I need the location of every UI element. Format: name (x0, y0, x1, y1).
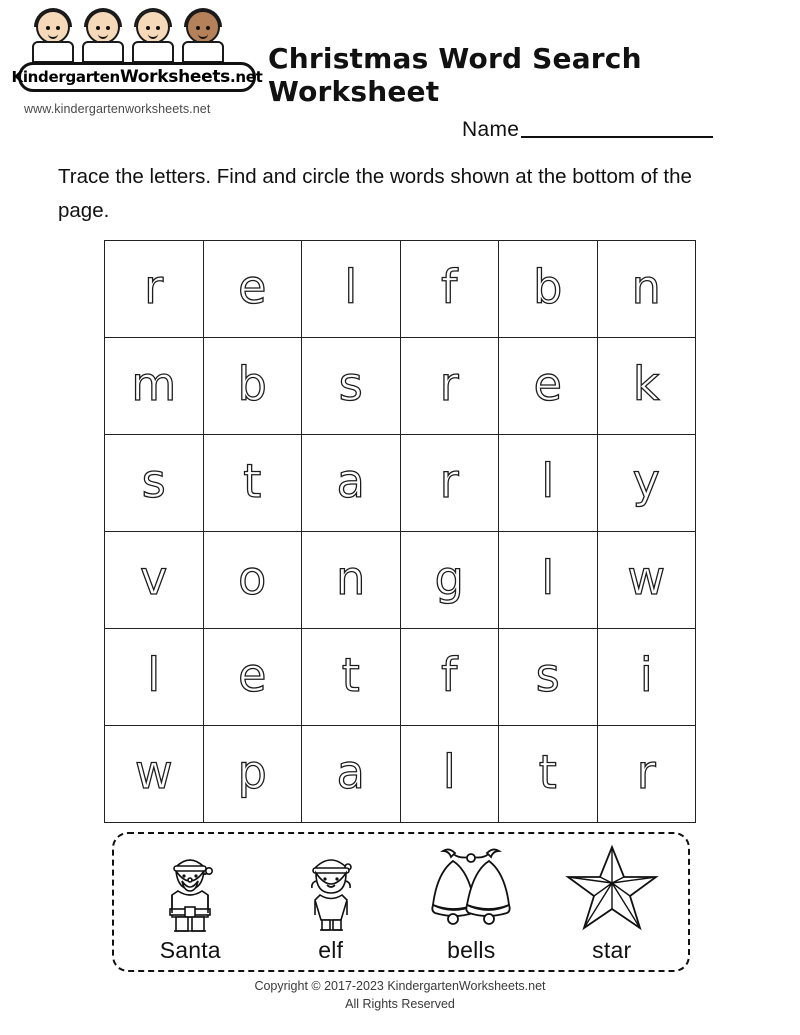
name-label: Name (462, 118, 520, 141)
grid-cell[interactable]: r (105, 241, 204, 338)
grid-cell[interactable]: e (204, 629, 303, 726)
grid-cell[interactable]: r (401, 435, 500, 532)
grid-cell[interactable]: b (499, 241, 598, 338)
grid-cell[interactable]: i (598, 629, 697, 726)
word-bank-item-santa[interactable] (123, 843, 258, 964)
logo-wordmark[interactable] (11, 62, 263, 92)
grid-cell[interactable]: o (204, 532, 303, 629)
word-search-grid (104, 240, 696, 823)
grid-cell[interactable]: g (401, 532, 500, 629)
grid-cell[interactable]: b (204, 338, 303, 435)
grid-row (105, 726, 696, 823)
kid-figure (180, 8, 228, 64)
word-label: star (592, 937, 632, 963)
grid-cell[interactable]: s (302, 338, 401, 435)
grid-cell[interactable]: r (598, 726, 697, 823)
grid-cell[interactable]: s (105, 435, 204, 532)
grid-cell[interactable]: l (302, 241, 401, 338)
grid-cell[interactable]: k (598, 338, 697, 435)
grid-cell[interactable]: l (401, 726, 500, 823)
grid-cell[interactable]: v (105, 532, 204, 629)
name-field[interactable] (462, 118, 713, 142)
grid-row (105, 338, 696, 435)
grid-cell[interactable]: m (105, 338, 204, 435)
site-url: www.kindergartenworksheets.net (24, 102, 211, 116)
copyright-text: Copyright © 2017-2023 KindergartenWorksheets.net (254, 979, 546, 993)
grid-cell[interactable]: n (598, 241, 697, 338)
name-blank-line[interactable] (521, 118, 713, 138)
site-logo[interactable] (11, 8, 268, 116)
grid-cell[interactable]: f (401, 241, 500, 338)
page-header (0, 0, 800, 150)
grid-cell[interactable]: w (598, 532, 697, 629)
santa-icon (123, 843, 258, 935)
logo-text-worksheets: Worksheets (119, 67, 230, 87)
word-bank-item-elf[interactable] (263, 843, 398, 964)
bells-icon (404, 843, 539, 935)
logo-text-kindergarten: Kindergarten (11, 68, 120, 86)
grid-cell[interactable]: p (204, 726, 303, 823)
four-kids-icon (22, 8, 252, 66)
word-bank-item-bells[interactable] (404, 843, 539, 964)
grid-cell[interactable]: t (302, 629, 401, 726)
instructions-text: Trace the letters. Find and circle the words shown at the bottom of the page. (58, 165, 692, 222)
word-label: bells (447, 937, 496, 963)
grid-cell[interactable]: s (499, 629, 598, 726)
kid-figure (80, 8, 128, 64)
page-title: Christmas Word Search Worksheet (268, 42, 642, 108)
grid-cell[interactable]: a (302, 435, 401, 532)
kid-figure (30, 8, 78, 64)
grid-row (105, 435, 696, 532)
grid-cell[interactable]: t (499, 726, 598, 823)
page-footer (0, 977, 800, 1013)
kid-figure (130, 8, 178, 64)
grid-cell[interactable]: w (105, 726, 204, 823)
logo-text-dotnet: .net (229, 68, 263, 86)
grid-cell[interactable]: n (302, 532, 401, 629)
grid-cell[interactable]: l (499, 435, 598, 532)
grid-cell[interactable]: l (105, 629, 204, 726)
grid-cell[interactable]: t (204, 435, 303, 532)
rights-text: All Rights Reserved (345, 997, 455, 1011)
grid-cell[interactable]: e (499, 338, 598, 435)
grid-cell[interactable]: r (401, 338, 500, 435)
word-label: elf (318, 937, 344, 963)
grid-cell[interactable]: a (302, 726, 401, 823)
word-bank (112, 832, 690, 972)
grid-cell[interactable]: l (499, 532, 598, 629)
grid-row (105, 629, 696, 726)
elf-icon (263, 843, 398, 935)
grid-row (105, 532, 696, 629)
star-icon (544, 843, 679, 935)
grid-cell[interactable]: f (401, 629, 500, 726)
word-bank-item-star[interactable] (544, 843, 679, 964)
grid-cell[interactable]: e (204, 241, 303, 338)
word-label: Santa (159, 937, 221, 963)
grid-cell[interactable]: y (598, 435, 697, 532)
grid-row (105, 241, 696, 338)
